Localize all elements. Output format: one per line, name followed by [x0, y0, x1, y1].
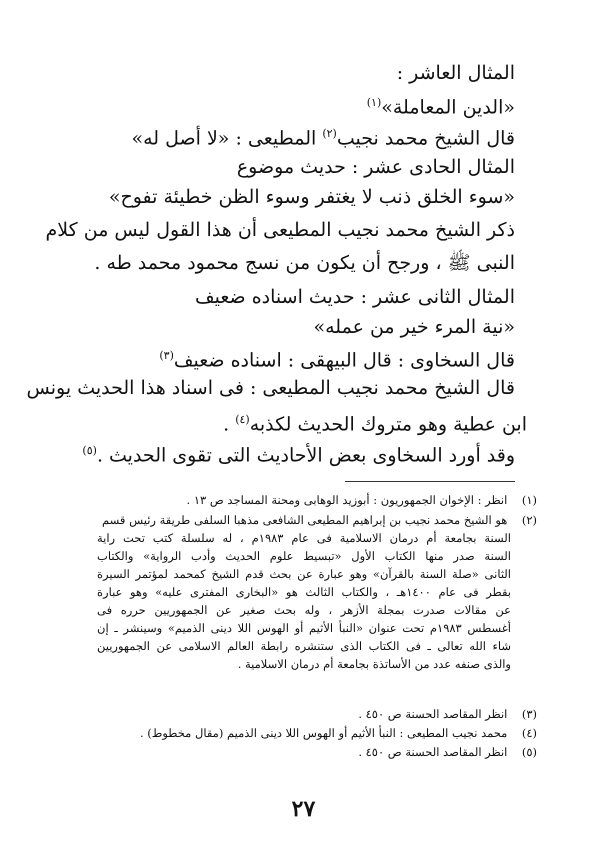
ruling-line-12d: وقد أورد السخاوى بعض الأحاديث التى تقوى الحديث .$^{(٥)}$ — [82, 444, 515, 467]
footnote-number: (٢) — [521, 513, 537, 527]
footnote-2-line: السنة بجامعة أم درمان الاسلامية فى عام ١٩٨٣م ، له سلسلة كتب تحت راية — [97, 531, 511, 545]
footnote-ref-4[interactable]: (٤) — [235, 413, 250, 426]
footnote-2-line: والذى صنفه عدد من الأساتذة بجامعة أم درمان الاسلامية . — [237, 657, 511, 671]
footnote-2: (٢) هو الشيخ محمد نجيب بن إبراهيم المطيعى الشافعى مذهبا السلفى طريقة رئيس قسم — [102, 513, 537, 527]
ruling-line-11a: ذكر الشيخ محمد نجيب المطيعى أن هذا القول ليس من كلام — [45, 219, 515, 241]
footnote-2-line: عن مقالات صدرت بمجلة الأزهر ، وله بحث صغير عن الجمهوريين حرره فى — [97, 603, 511, 617]
ruling-line-11b: النبى ﷺ ، ورجح أن يكون من نسج محمود محمد طه . — [94, 252, 515, 274]
footnote-separator — [345, 481, 515, 482]
example-12-heading: المثال الثانى عشر : حديث اسناده ضعيف — [194, 286, 515, 308]
footnote-number: (٥) — [521, 745, 537, 759]
footnote-ref-1[interactable]: (١) — [366, 96, 382, 109]
ruling-line-12a: قال السخاوى : قال البيهقى : اسناده ضعيف$^{(٣)}$ — [159, 349, 515, 372]
footnote-2-line: الثانى «صلة السنة بالقرآن» وهو عبارة عن بحث قدم الشيخ كمحمد لمؤتمر السيرة — [97, 567, 511, 581]
footnote-2-line: شاء الله تعالى ـ فى الكتاب الذى ستنشره رابطة العالم الاسلامى عن الجمهوريين — [97, 639, 511, 653]
hadith-text-10: «الدين المعاملة»$^{(١)}$ — [366, 96, 515, 119]
ruling-line-12b: قال الشيخ محمد نجيب المطيعى : فى اسناد هذا الحديث يونس — [26, 377, 515, 399]
footnote-5: (٥) انظر المقاصد الحسنة ص ٤٥٠ . — [358, 745, 537, 759]
footnote-number: (٤) — [521, 726, 537, 740]
footnote-2-line: السنة صدر منها الكتاب الأول «تبسيط علوم الحديث وأدب الرواية» والكتاب — [97, 549, 511, 563]
footnote-2-line: بقطر فى عام ١٤٠٠هـ ، والكتاب الثالث هو «البخارى المفترى عليه» وهو عبارة — [97, 585, 511, 599]
page-number: ٢٧ — [291, 796, 316, 822]
footnote-4: (٤) محمد نجيب المطيعى : النبأ الأثيم أو الهوس اللا دينى الذميم (مقال مخطوط) . — [139, 726, 537, 740]
footnote-1: (١) انظر : الإخوان الجمهوريون : أبوزيد الوهابى ومحنة المساجد ص ١٣ . — [186, 493, 537, 507]
footnote-number: (١) — [521, 493, 537, 507]
hadith-text-11: «سوء الخلق ذنب لا يغتفر وسوء الظن خطيئة تفوح» — [108, 186, 515, 208]
footnote-ref-5[interactable]: (٥) — [82, 444, 97, 457]
footnote-3: (٣) انظر المقاصد الحسنة ص ٤٥٠ . — [358, 707, 537, 721]
ruling-line-12c: ابن عطية وهو متروك الحديث لكذبه$^{(٤)}$ . — [223, 413, 527, 436]
ruling-line-10: قال الشيخ محمد نجيب$^{(٢)}$ المطيعى : «لا أصل له» — [131, 127, 515, 150]
hadith-text-12: «نية المرء خير من عمله» — [313, 316, 515, 338]
footnote-ref-2[interactable]: (٢) — [322, 127, 337, 140]
footnote-ref-3[interactable]: (٣) — [159, 349, 174, 362]
example-10-heading: المثال العاشر : — [396, 62, 515, 84]
footnote-2-line: أغسطس ١٩٨٣م تحت عنوان «النبأ الأثيم أو الهوس اللا دينى الذميم» وسينشر ـ إن — [97, 621, 511, 635]
footnote-number: (٣) — [521, 707, 537, 721]
example-11-heading: المثال الحادى عشر : حديث موضوع — [236, 156, 515, 178]
